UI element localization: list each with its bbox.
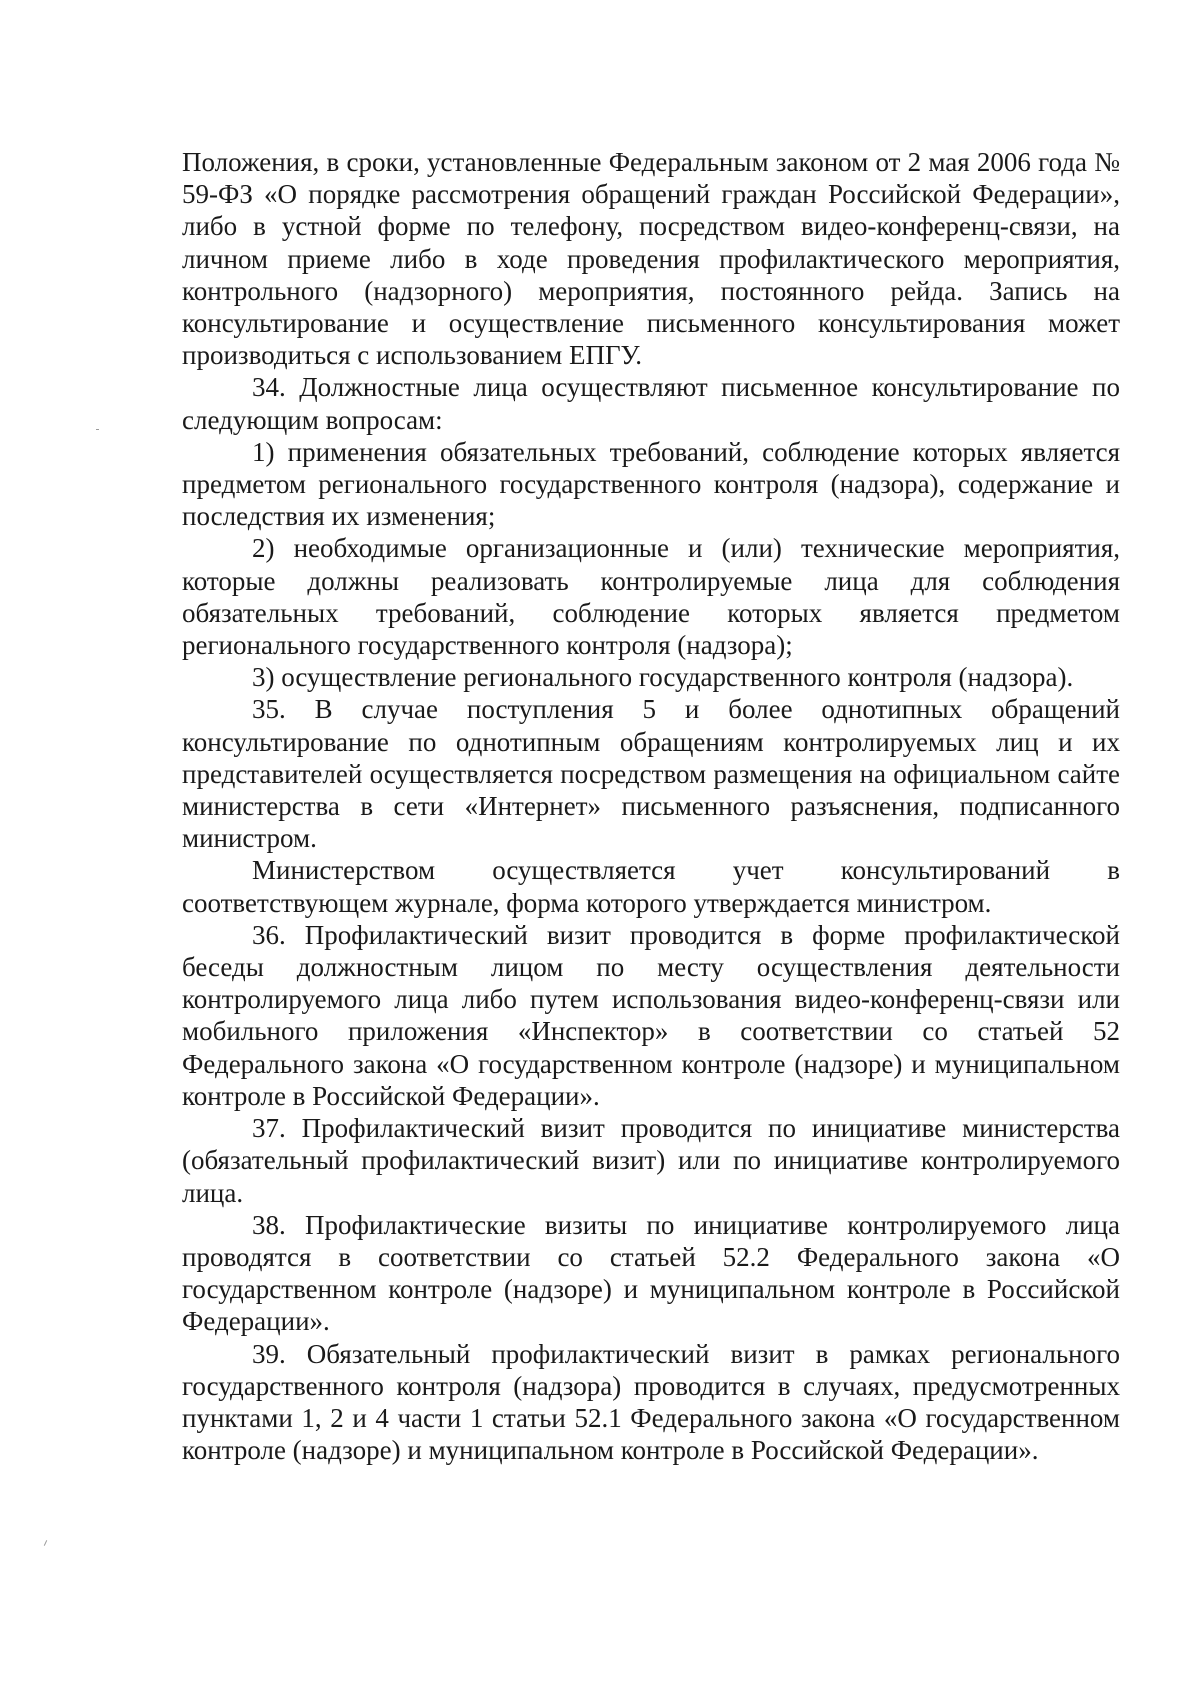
paragraph-39: 39. Обязательный профилактический визит в рамках регионального государственного контроля (надзора) проводится в случаях, предусмотренных пунктами 1, 2 и 4 части 1 статьи 52.1 Федерального закона «О государственном контроле (надзоре) и муниципальном контроле в Российской Федерации». — [182, 1338, 1120, 1466]
scan-speck — [96, 429, 99, 430]
paragraph-36: 36. Профилактический визит проводится в форме профилактической беседы должностным лицом по месту осуществления деятельности контролируемого лица либо путем использования видео-конференц-связи или мобильного приложения «Инспектор» в соответствии со статьей 52 Федерального закона «О государственном контроле (надзоре) и муниципальном контроле в Российской Федерации». — [182, 919, 1120, 1111]
document-page — [182, 146, 1120, 1466]
paragraph-37: 37. Профилактический визит проводится по инициативе министерства (обязательный профилактический визит) или по инициативе контролируемого лица. — [182, 1113, 1120, 1208]
paragraph-34-item-2: 2) необходимые организационные и (или) технические мероприятия, которые должны реализовать контролируемые лица для соблюдения обязательных требований, соблюдение которых является предметом регионального государственного контроля (надзора); — [182, 533, 1120, 661]
paragraph-34-item-1: 1) применения обязательных требований, соблюдение которых является предметом регионального государственного контроля (надзора), содержание и последствия их изменения; — [182, 436, 1120, 532]
paragraph-38: 38. Профилактические визиты по инициативе контролируемого лица проводятся в соответствии со статьей 52.2 Федерального закона «О государственном контроле (надзоре) и муниципальном контроле в Российской Федерации». — [182, 1209, 1120, 1337]
paragraph-35: 35. В случае поступления 5 и более однотипных обращений консультирование по однотипным обращениям контролируемых лиц и их представителей осуществляется посредством размещения на официальном сайте министерства в сети «Интернет» письменного разъяснения, подписанного министром. — [182, 694, 1120, 854]
paragraph-34-item-3: 3) осуществление регионального государственного контроля (надзора). — [252, 662, 1074, 693]
paragraph-35-journal: Министерством осуществляется учет консультирований в соответствующем журнале, форма которого утверждается министром. — [182, 855, 1120, 918]
scan-speck — [44, 1540, 47, 1546]
paragraph-intro-continuation: Положения, в сроки, установленные Федеральным законом от 2 мая 2006 года № 59-ФЗ «О порядке рассмотрения обращений граждан Российской Федерации», либо в устной форме по телефону, посредством видео-конференц-связи, на личном приеме либо в ходе проведения профилактического мероприятия, контрольного (надзорного) мероприятия, постоянного рейда. Запись на консультирование и осуществление письменного консультирования может производиться с использованием ЕПГУ. — [182, 147, 1120, 371]
paragraph-34: 34. Должностные лица осуществляют письменное консультирование по следующим вопросам: — [182, 372, 1120, 435]
